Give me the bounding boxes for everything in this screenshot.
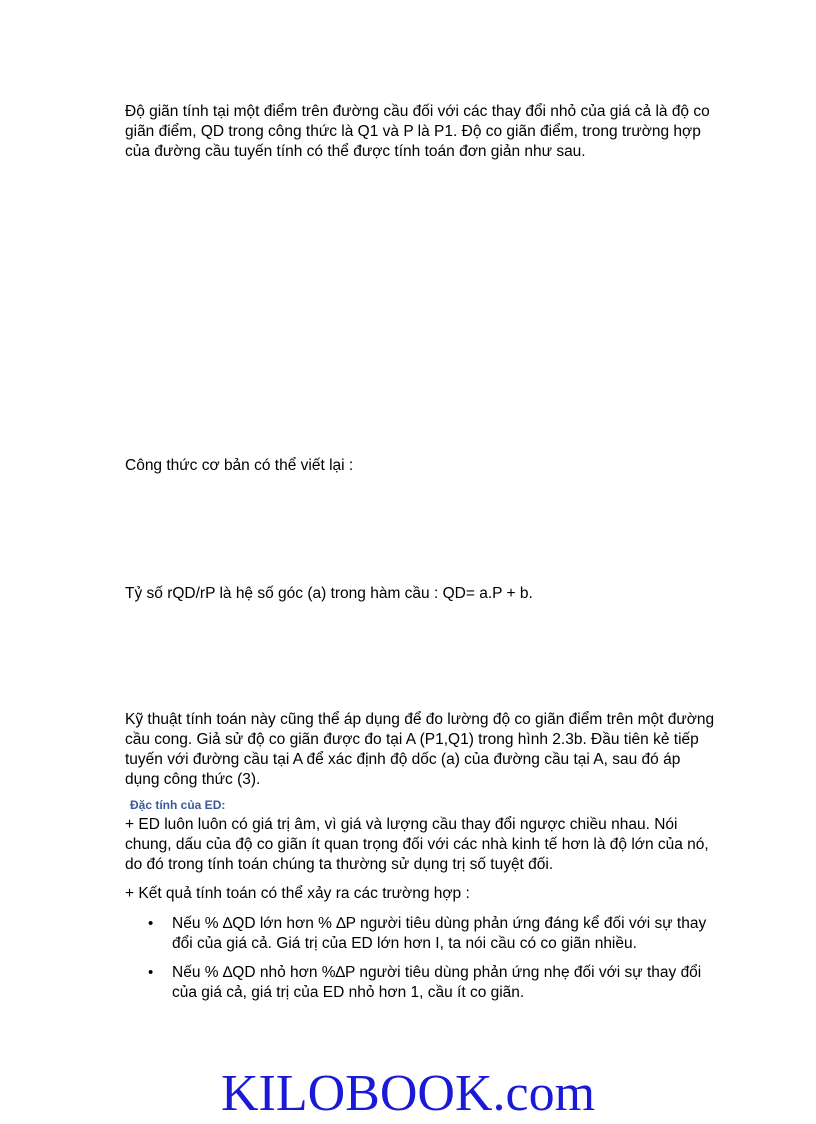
list-item bbox=[148, 914, 708, 954]
bullet-text: Nếu % ∆QD nhỏ hơn %∆P người tiêu dùng phản ứng nhẹ đối với sự thay đổi của giá cả, giá trị của ED nhỏ hơn 1, cầu ít co giãn. bbox=[172, 964, 702, 1001]
bullet-icon: • bbox=[148, 964, 154, 981]
bullet-list-elastic bbox=[148, 914, 708, 954]
paragraph-ed-negative: + ED luôn luôn có giá trị âm, vì giá và lượng cầu thay đổi ngược chiều nhau. Nói chung, dấu của độ co giãn ít quan trọng đối với các nhà kinh tế hơn là độ lớn của nó, do đó trong tính toán chúng ta thường sử dụng trị số tuyệt đối. bbox=[125, 816, 709, 873]
paragraph-slope-ratio: Tỷ số rQD/rP là hệ số góc (a) trong hàm cầu : QD= a.P + b. bbox=[125, 585, 533, 602]
paragraph-point-elasticity: Độ giãn tính tại một điểm trên đường cầu đối với các thay đổi nhỏ của giá cả là độ co giãn điểm, QD trong công thức là Q1 và P là P1. Độ co giãn điểm, trong trường hợp của đường cầu tuyến tính có thể được tính toán đơn giản như sau. bbox=[125, 103, 710, 160]
watermark-logo: KILOBOOK.com bbox=[220, 1065, 596, 1122]
section-heading-ed-properties: Đặc tính của ED: bbox=[130, 798, 226, 812]
bullet-icon: • bbox=[148, 915, 154, 932]
list-item bbox=[148, 963, 708, 1003]
paragraph-formula-intro: Công thức cơ bản có thể viết lại : bbox=[125, 457, 354, 474]
paragraph-curved-demand: Kỹ thuật tính toán này cũng thể áp dụng để đo lường độ co giãn điểm trên một đường cầu cong. Giả sử độ co giãn được đo tại A (P1,Q1) trong hình 2.3b. Đầu tiên kẻ tiếp tuyến với đường cầu tại A để xác định độ dốc (a) của đường cầu tại A, sau đó áp dụng công thức (3). bbox=[125, 711, 715, 788]
bullet-text: Nếu % ∆QD lớn hơn % ∆P người tiêu dùng phản ứng đáng kể đối với sự thay đổi của giá cả. Giá trị của ED lớn hơn I, ta nói cầu có co giãn nhiều. bbox=[172, 915, 707, 952]
paragraph-cases-intro: + Kết quả tính toán có thể xảy ra các trường hợp : bbox=[125, 885, 470, 902]
bullet-list-inelastic bbox=[148, 963, 708, 1003]
